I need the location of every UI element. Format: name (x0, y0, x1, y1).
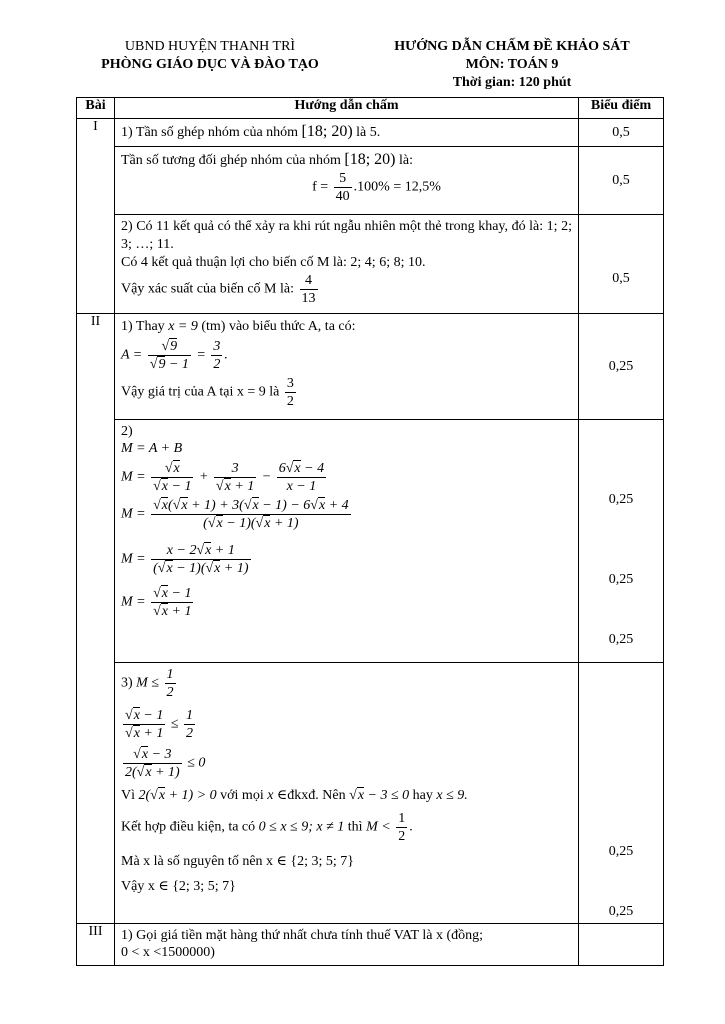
score-cell (579, 663, 664, 924)
doc-title: HƯỚNG DẪN CHẤM ĐỀ KHẢO SÁT (394, 39, 630, 54)
fraction: $\frac{4}{13}$ (301, 273, 316, 306)
guide-cell (115, 119, 579, 147)
score: 0,25 (608, 632, 634, 647)
text: 1) Gọi giá tiền mặt hàng thứ nhất chưa tính thuế VAT là x (đồng; (121, 928, 484, 943)
department-name: PHÒNG GIÁO DỤC VÀ ĐÀO TẠO (101, 57, 319, 72)
text: là: (399, 153, 414, 168)
guide-cell: 3) M ≤ $\frac{1}{2}$ $\frac{√x - 1}{√x + 1}$ ≤ $\frac{1}{2}$ $\frac{√x - 3}{2(√x + 1)}$ ≤ 0 Vì 2(√x + 1) > 0 với mọi x ∈đkxđ. Nên √x − 3 ≤ 0 hay x ≤ 9. Kết hợp điều kiện, ta có 0 ≤ x ≤ 9; x ≠ 1 thì M < $\frac{1}{2}$ . Mà x là số nguyên tố nên x ∈ {2; 3; 5; 7} Vậy x ∈ {2; 3; 5; 7} (115, 663, 579, 924)
score: 0,5 (579, 119, 664, 147)
header-right (362, 38, 662, 92)
table-row (77, 215, 664, 314)
score: 0,25 (608, 904, 634, 919)
text: là 5. (356, 125, 381, 140)
table-header-row (77, 98, 664, 119)
grading-table (76, 97, 664, 966)
fraction: $\frac{√9}{√9 - 1}$ (149, 339, 189, 372)
math: .100% = 12,5% (353, 179, 441, 195)
score: 0,25 (608, 844, 634, 859)
text: Có 4 kết quả thuận lợi cho biến cố M là: 2; 4; 6; 8; 10. (121, 255, 426, 270)
table-row (77, 420, 664, 663)
duration: Thời gian: 120 phút (452, 75, 572, 90)
interval: [18; 20) (344, 151, 396, 168)
col-bai: Bài (77, 98, 115, 119)
math: f = (312, 179, 329, 195)
col-score: Biểu điểm (579, 98, 664, 119)
score: 0,25 (579, 314, 664, 420)
guide-cell (115, 215, 579, 314)
col-guide: Hướng dẫn chấm (115, 98, 579, 119)
score-cell (579, 420, 664, 663)
bai-label: III (77, 924, 115, 966)
fraction: $\frac{3}{2}$ (286, 376, 294, 409)
guide-cell (115, 924, 579, 966)
table-row (77, 924, 664, 966)
table-row (77, 147, 664, 215)
text: 2) Có 11 kết quả có thể xảy ra khi rút ngẫu nhiên một thẻ trong khay, đó là: 1; 2; 3; …; 11. (121, 219, 572, 252)
score: 0,25 (608, 492, 634, 507)
text: Tần số tương đối ghép nhóm của nhóm (121, 153, 341, 168)
district-name: UBND HUYỆN THANH TRÌ (124, 39, 296, 54)
text: Vậy xác suất của biến cố M là: (121, 281, 294, 297)
fraction: $\frac{5}{40}$ (335, 171, 350, 204)
header-left (60, 38, 360, 74)
interval: [18; 20) (301, 123, 353, 140)
score: 0,5 (579, 215, 664, 314)
subject: MÔN: TOÁN 9 (465, 57, 559, 72)
bai-label: I (77, 119, 115, 314)
table-row (77, 119, 664, 147)
guide-cell (115, 147, 579, 215)
fraction: $\frac{3}{2}$ (213, 339, 221, 372)
bai-label: II (77, 314, 115, 924)
table-row (77, 663, 664, 924)
table-row (77, 314, 664, 420)
score-cell (579, 924, 664, 966)
text: 0 < x <1500000) (121, 945, 215, 960)
text: 1) Tần số ghép nhóm của nhóm (121, 125, 299, 140)
guide-cell: 2) M = A + B M = $\frac{√x}{√x - 1}$ + $\frac{3}{√x + 1}$ − $\frac{6√x - 4}{x - 1}$ M = $\frac{√x(√x + 1) + 3(√x - 1) - 6√x + 4}{(√x - 1)(√x + 1)}$ M = $\frac{x - 2√x + 1}{(√x - 1)(√x + 1)}$ M = $\frac{√x - 1}{√x + 1}$ (115, 420, 579, 663)
document-header (0, 38, 725, 98)
score: 0,5 (579, 147, 664, 215)
guide-cell: 1) Thay x = 9 (tm) vào biểu thức A, ta có: A = $\frac{√9}{√9 - 1}$ = $\frac{3}{2}$ . Vậy giá trị của A tại x = 9 là $\frac{3}{2}$ (115, 314, 579, 420)
score: 0,25 (608, 572, 634, 587)
